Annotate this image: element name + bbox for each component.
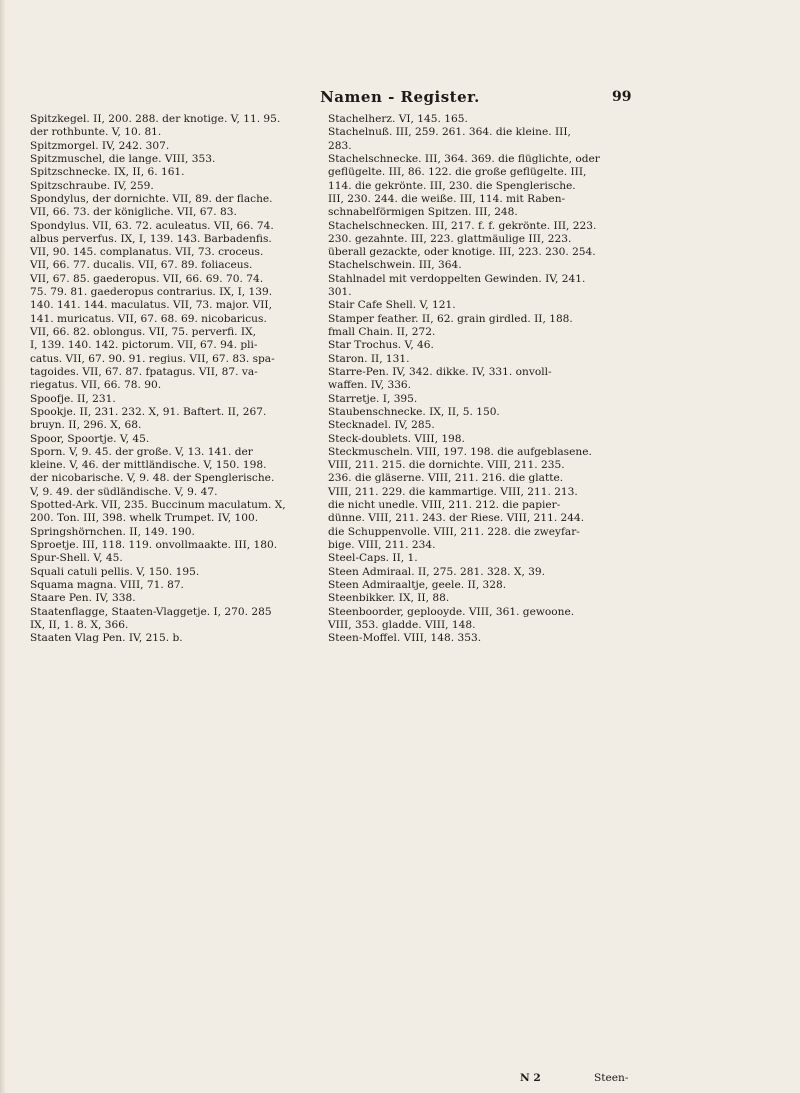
page-edge-shadow: [0, 0, 6, 1093]
index-entry-line: die Schuppenvolle. VIII, 211. 228. die zweyfar-: [328, 525, 580, 538]
index-entry-line: Stachelschnecke. III, 364. 369. die flüglichte, oder: [328, 152, 600, 165]
index-entry-line: Spitzschraube. IV, 259.: [30, 179, 154, 192]
index-entry-line: Spoofje. II, 231.: [30, 392, 116, 405]
index-entry-line: 75. 79. 81. gaederopus contrarius. IX, I, 139.: [30, 286, 273, 299]
index-column-right: [328, 113, 628, 646]
index-entry-line: Spitzmorgel. IV, 242. 307.: [30, 139, 170, 152]
index-entry-line: riegatus. VII, 66. 78. 90.: [30, 379, 162, 392]
index-entry-line: Stahlnadel mit verdoppelten Gewinden. IV, 241.: [328, 272, 586, 285]
index-entry-line: Staare Pen. IV, 338.: [30, 592, 136, 605]
index-entry-line: Star Trochus. V, 46.: [328, 339, 434, 352]
index-entry-line: Stachelschwein. III, 364.: [328, 259, 462, 272]
index-entry-line: bige. VIII, 211. 234.: [328, 539, 436, 551]
index-entry-line: VIII, 211. 229. die kammartige. VIII, 211. 213.: [328, 485, 578, 498]
index-entry-line: Spitzschnecke. IX, II, 6. 161.: [30, 166, 185, 179]
index-entry-line: Staaten Vlag Pen. IV, 215. b.: [30, 632, 183, 645]
index-entry-line: albus perverfus. IX, I, 139. 143. Barbadenfis.: [30, 232, 272, 245]
index-entry-line: Sproetje. III, 118. 119. onvollmaakte. III, 180.: [30, 539, 278, 551]
index-entry-line: Springshörnchen. II, 149. 190.: [30, 525, 195, 538]
index-entry-line: VII, 66. 73. der königliche. VII, 67. 83.: [30, 206, 237, 219]
index-entry-line: Stamper feather. II, 62. grain girdled. II, 188.: [328, 312, 573, 325]
index-entry-line: Steen Admiraal. II, 275. 281. 328. X, 39.: [328, 565, 546, 578]
index-entry-line: der rothbunte. V, 10. 81.: [30, 126, 162, 139]
index-entry-line: 283.: [328, 139, 352, 152]
index-entry-line: I, 139. 140. 142. pictorum. VII, 67. 94. pli-: [30, 339, 258, 352]
index-entry-line: waffen. IV, 336.: [328, 379, 412, 392]
index-entry-line: Spitzkegel. II, 200. 288. der knotige. V, 11. 95.: [30, 113, 281, 125]
index-entry-line: Steen Admiraaltje, geele. II, 328.: [328, 578, 507, 591]
index-entry-line: kleine. V, 46. der mittländische. V, 150. 198.: [30, 459, 267, 472]
index-entry-line: Steenbikker. IX, II, 88.: [328, 592, 450, 605]
index-entry-line: VII, 90. 145. complanatus. VII, 73. croceus.: [30, 246, 264, 259]
index-entry-line: Starre-Pen. IV, 342. dikke. IV, 331. onvoll-: [328, 365, 552, 378]
index-entry-line: VII, 66. 82. oblongus. VII, 75. perverfi. IX,: [30, 326, 257, 338]
index-entry-line: Squama magna. VIII, 71. 87.: [30, 578, 184, 591]
index-entry-line: Spotted-Ark. VII, 235. Buccinum maculatum. X,: [30, 499, 286, 512]
index-entry-line: 301.: [328, 286, 352, 299]
index-entry-line: VII, 67. 85. gaederopus. VII, 66. 69. 70. 74.: [30, 272, 264, 285]
index-entry-line: Staubenschnecke. IX, II, 5. 150.: [328, 405, 500, 418]
signature-mark: N 2: [520, 1072, 541, 1084]
index-entry-line: schnabelförmigen Spitzen. III, 248.: [328, 206, 518, 219]
index-entry-line: Spitzmuschel, die lange. VIII, 353.: [30, 152, 216, 165]
index-entry-line: VIII, 211. 215. die dornichte. VIII, 211. 235.: [328, 459, 565, 472]
index-entry-line: Spondylus. VII, 63. 72. aculeatus. VII, 66. 74.: [30, 219, 274, 232]
index-entry-line: bruyn. II, 296. X, 68.: [30, 419, 142, 432]
index-entry-line: V, 9. 49. der südländische. V, 9. 47.: [30, 485, 218, 498]
index-entry-line: der nicobarische. V, 9. 48. der Spenglerische.: [30, 472, 275, 485]
index-entry-line: VIII, 353. gladde. VIII, 148.: [328, 618, 476, 631]
index-entry-line: Steenboorder, geplooyde. VIII, 361. gewoone.: [328, 605, 575, 618]
index-entry-line: Stachelherz. VI, 145. 165.: [328, 113, 468, 125]
index-entry-line: 236. die gläserne. VIII, 211. 216. die glatte.: [328, 472, 564, 485]
page-number: 99: [612, 89, 632, 105]
index-entry-line: Starretje. I, 395.: [328, 392, 418, 405]
catchword: Steen-: [594, 1072, 629, 1084]
index-entry-line: Staatenflagge, Staaten-Vlaggetje. I, 270. 285: [30, 605, 272, 618]
index-entry-line: dünne. VIII, 211. 243. der Riese. VIII, 211. 244.: [328, 512, 585, 525]
index-entry-line: VII, 66. 77. ducalis. VII, 67. 89. foliaceus.: [30, 259, 253, 272]
index-entry-line: Spookje. II, 231. 232. X, 91. Baftert. II, 267.: [30, 405, 267, 418]
index-entry-line: Squali catuli pellis. V, 150. 195.: [30, 565, 200, 578]
index-entry-line: Stair Cafe Shell. V, 121.: [328, 299, 456, 312]
index-column-left: [30, 113, 360, 646]
index-entry-line: III, 230. 244. die weiße. III, 114. mit Raben-: [328, 192, 566, 205]
index-entry-line: Steel-Caps. II, 1.: [328, 552, 418, 565]
index-entry-line: fmall Chain. II, 272.: [328, 326, 436, 338]
index-entry-line: Steck-doublets. VIII, 198.: [328, 432, 465, 445]
index-entry-line: geflügelte. III, 86. 122. die große geflügelte. III,: [328, 166, 587, 179]
index-entry-line: Stachelschnecken. III, 217. f. f. gekrönte. III, 223.: [328, 219, 597, 232]
index-entry-line: 141. muricatus. VII, 67. 68. 69. nicobaricus.: [30, 312, 267, 325]
index-entry-line: 114. die gekrönte. III, 230. die Spenglerische.: [328, 179, 576, 192]
index-entry-line: 200. Ton. III, 398. whelk Trumpet. IV, 100.: [30, 512, 259, 525]
index-entry-line: Staron. II, 131.: [328, 352, 410, 365]
index-entry-line: 140. 141. 144. maculatus. VII, 73. major. VII,: [30, 299, 272, 312]
index-entry-line: tagoides. VII, 67. 87. fpatagus. VII, 87. va-: [30, 365, 258, 378]
index-entry-line: Sporn. V, 9. 45. der große. V, 13. 141. der: [30, 445, 253, 458]
index-entry-line: die nicht unedle. VIII, 211. 212. die papier-: [328, 499, 561, 512]
index-entry-line: 230. gezahnte. III, 223. glattmäulige III, 223.: [328, 232, 572, 245]
index-entry-line: Spoor, Spoortje. V, 45.: [30, 432, 150, 445]
index-entry-line: Spondylus, der dornichte. VII, 89. der flache.: [30, 192, 273, 205]
index-entry-line: IX, II, 1. 8. X, 366.: [30, 618, 129, 631]
index-entry-line: Steen-Moffel. VIII, 148. 353.: [328, 632, 482, 645]
index-entry-line: überall gezackte, oder knotige. III, 223. 230. 254.: [328, 246, 596, 259]
index-entry-line: Stachelnuß. III, 259. 261. 364. die kleine. III,: [328, 126, 571, 139]
running-head: Namen - Register.: [320, 88, 480, 106]
index-entry-line: Steckmuscheln. VIII, 197. 198. die aufgeblasene.: [328, 445, 592, 458]
index-entry-line: Spur-Shell. V, 45.: [30, 552, 123, 565]
index-entry-line: catus. VII, 67. 90. 91. regius. VII, 67. 83. spa-: [30, 352, 275, 365]
index-entry-line: Stecknadel. IV, 285.: [328, 419, 435, 432]
